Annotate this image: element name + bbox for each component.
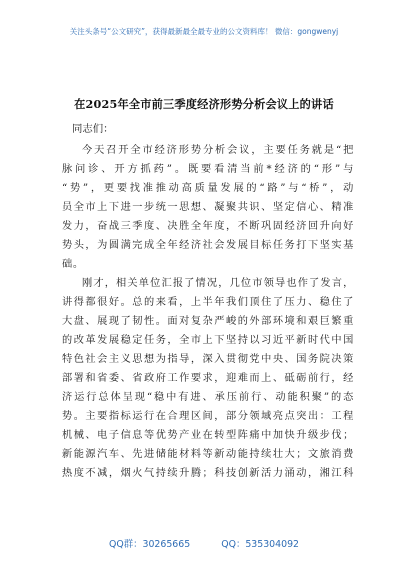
footer-qq: QQ：535304092 <box>221 539 300 550</box>
paragraph-2-line: 刚才，相关单位汇报了情况，几位市领导也作了发言， <box>82 278 354 289</box>
header-note: 关注头条号“公文研究”，获得最新最全最专业的公文资料库！ 微信：gongwenyj <box>69 27 339 36</box>
paragraph-2-line: 热度不减，烟火气持续升腾；科技创新活力涌动，湘江科 <box>62 468 354 479</box>
paragraph-2-line: 大盘、展现了韧性。面对复杂严峻的外部环境和艰巨繁重 <box>62 316 354 327</box>
paragraph-2-line: 济运行总体呈现“稳中有进、承压前行、动能积聚”的态 <box>62 392 354 403</box>
paragraph-2-line: 势。主要指标运行在合理区间，部分领域亮点突出：工程 <box>62 411 354 422</box>
paragraph-1-line: 础。 <box>62 259 84 270</box>
paragraph-1-line: 今天召开全市经济形势分析会议，主要任务就是“把 <box>82 145 354 156</box>
paragraph-2-line: 特色社会主义思想为指导，深入贯彻党中央、国务院决策 <box>62 354 354 365</box>
paragraph-1-line: “势”，更要找准推动高质量发展的“路”与“桥”，动 <box>62 183 354 194</box>
paragraph-1-line: 势头，为圆满完成全年经济社会发展目标任务打下坚实基 <box>62 240 354 251</box>
footer-contact <box>0 536 408 550</box>
paragraph-2-line: 部署和省委、省政府工作要求，迎难而上、砥砺前行，经 <box>62 373 354 384</box>
paragraph-2-line: 的改革发展稳定任务，全市上下坚持以习近平新时代中国 <box>62 335 354 346</box>
paragraph-2-line: 机械、电子信息等优势产业在转型阵痛中加快升级步伐； <box>62 430 354 441</box>
document-title: 在2025年全市前三季度经济形势分析会议上的讲话 <box>74 97 334 111</box>
footer-qq-group: QQ群：30265665 <box>108 539 191 550</box>
greeting: 同志们： <box>72 123 114 135</box>
document-body <box>62 141 354 483</box>
paragraph-1-line: 员全市上下进一步统一思想、凝聚共识、坚定信心、精准 <box>62 202 354 213</box>
paragraph-1-line: 脉问诊、开方抓药”。既要看清当前*经济的“形”与 <box>62 164 354 175</box>
paragraph-2-line: 讲得都很好。总的来看，上半年我们顶住了压力、稳住了 <box>62 297 354 308</box>
paragraph-1-line: 发力，奋战三季度、决胜全年度，不断巩固经济回升向好 <box>62 221 354 232</box>
paragraph-2-line: 新能源汽车、先进储能材料等新动能持续壮大；文旅消费 <box>62 449 354 460</box>
